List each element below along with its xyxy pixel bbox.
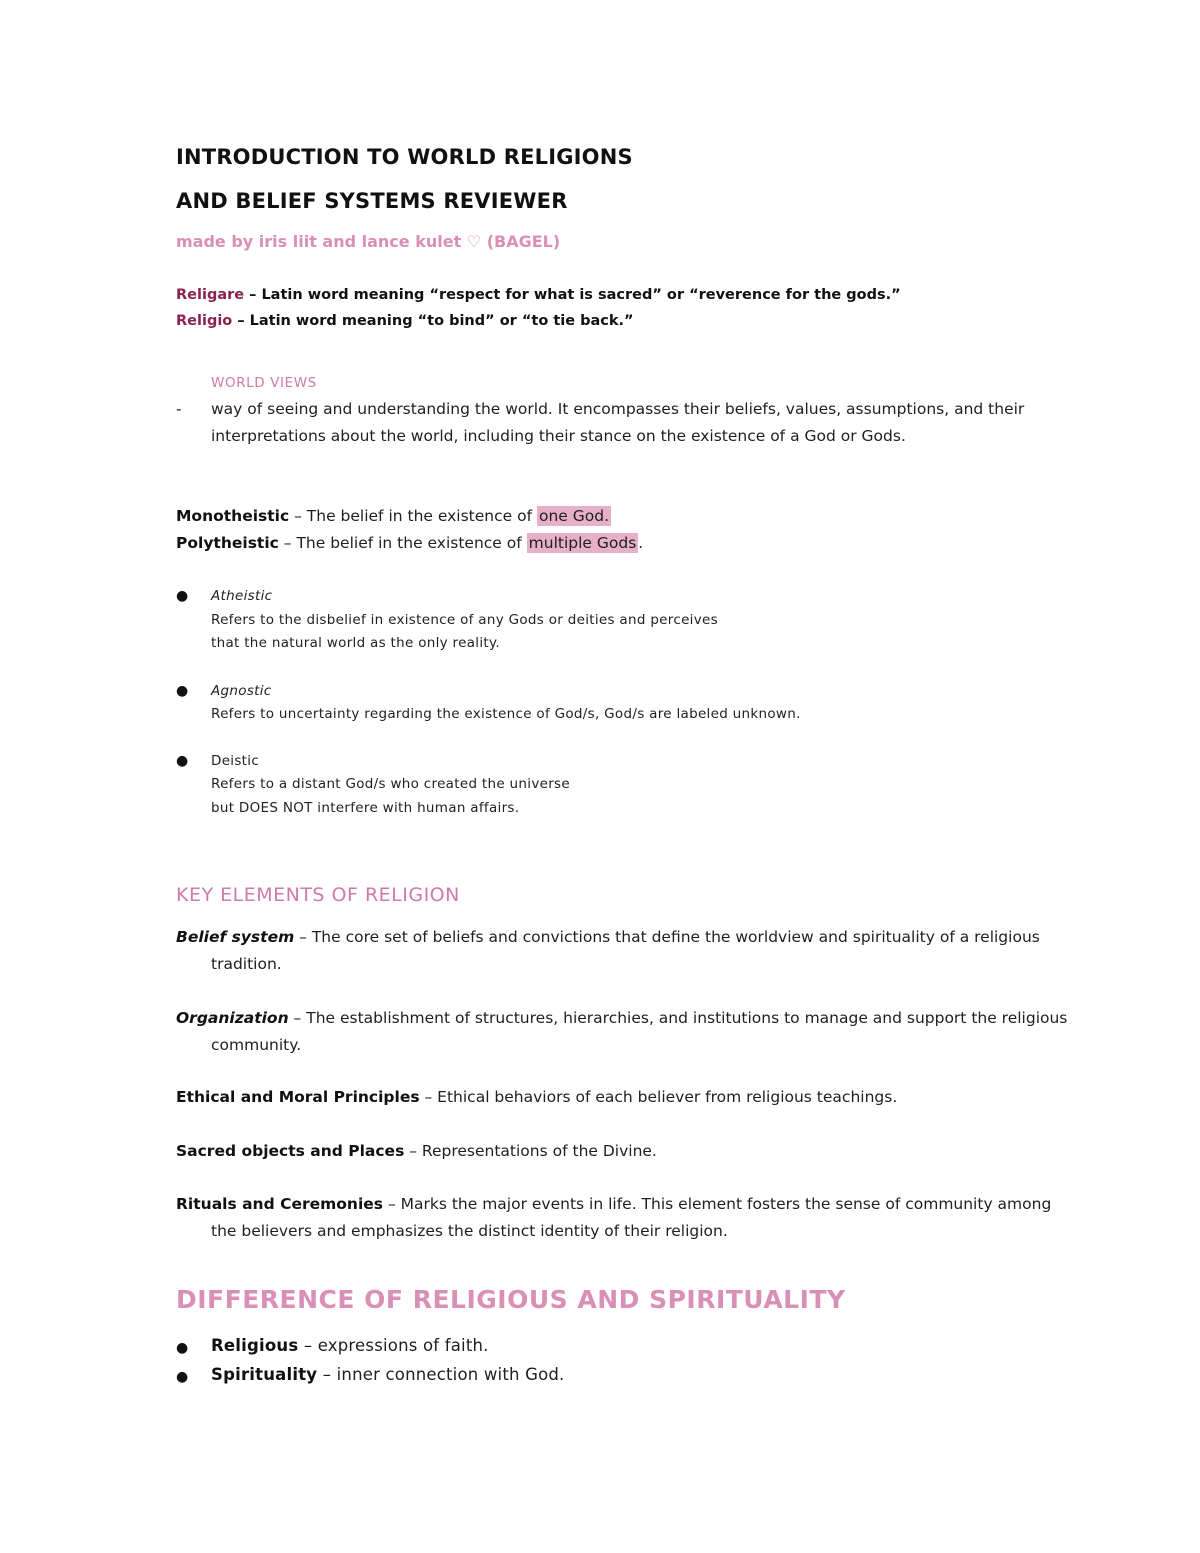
- key-element-line-1: [176, 1142, 657, 1160]
- difference-term: Spirituality: [211, 1365, 318, 1384]
- polytheistic-definition: [176, 534, 643, 552]
- credit-line: made by iris liit and lance kulet ♡ (BAGEL): [176, 232, 561, 251]
- key-elements-heading: KEY ELEMENTS OF RELIGION: [176, 884, 460, 906]
- world-views-dash: -: [176, 400, 182, 418]
- key-element-term: Organization: [176, 1009, 289, 1027]
- key-element-term: Sacred objects and Places: [176, 1142, 405, 1160]
- view-name: Deistic: [211, 753, 260, 769]
- bullet-icon: ●: [176, 753, 189, 769]
- view-line-2: that the natural world as the only reality.: [211, 635, 500, 651]
- difference-term: Religious: [211, 1336, 299, 1355]
- key-element-text: – Marks the major events in life. This element fosters the sense of community among: [383, 1195, 1052, 1213]
- view-line-1: Refers to a distant God/s who created the universe: [211, 776, 570, 792]
- key-element-line-1: [176, 928, 1040, 946]
- world-views-line-2: interpretations about the world, including their stance on the existence of a God or Gods.: [211, 427, 906, 445]
- bullet-icon: ●: [176, 588, 189, 604]
- difference-item: [211, 1365, 565, 1384]
- etymology-term: Religio: [176, 313, 233, 329]
- view-name: Agnostic: [211, 683, 272, 699]
- etymology-definition: – Latin word meaning “respect for what is sacred” or “reverence for the gods.”: [244, 287, 901, 303]
- etymology-religare: [176, 287, 901, 303]
- key-element-term: Rituals and Ceremonies: [176, 1195, 384, 1213]
- etymology-term: Religare: [176, 287, 245, 303]
- title-line-1: INTRODUCTION TO WORLD RELIGIONS: [176, 145, 633, 169]
- key-element-line-1: [176, 1195, 1051, 1213]
- key-element-term: Ethical and Moral Principles: [176, 1088, 420, 1106]
- monotheistic-definition: [176, 507, 611, 525]
- key-element-text: – The core set of beliefs and convictions that define the worldview and spirituality of a religious: [294, 928, 1040, 946]
- theism-highlight: multiple Gods: [528, 534, 637, 552]
- title-line-2: AND BELIEF SYSTEMS REVIEWER: [176, 189, 568, 213]
- view-line-2: but DOES NOT interfere with human affairs.: [211, 800, 520, 816]
- difference-text: – expressions of faith.: [298, 1336, 489, 1355]
- bullet-icon: ●: [176, 683, 189, 699]
- difference-item: [211, 1336, 489, 1355]
- theism-text: – The belief in the existence of: [289, 507, 537, 525]
- view-line-1: Refers to the disbelief in existence of any Gods or deities and perceives: [211, 612, 718, 628]
- difference-heading: DIFFERENCE OF RELIGIOUS AND SPIRITUALITY: [176, 1285, 846, 1314]
- bullet-icon: ●: [176, 1369, 189, 1385]
- theism-highlight: one God.: [538, 507, 609, 525]
- theism-text: – The belief in the existence of: [278, 534, 527, 552]
- world-views-heading: WORLD VIEWS: [211, 375, 317, 391]
- key-element-term: Belief system: [176, 928, 295, 946]
- key-element-line-2: the believers and emphasizes the distinct identity of their religion.: [211, 1222, 728, 1240]
- view-line-1: Refers to uncertainty regarding the existence of God/s, God/s are labeled unknown.: [211, 706, 801, 722]
- key-element-line-2: tradition.: [211, 955, 282, 973]
- theism-term: Monotheistic: [176, 507, 290, 525]
- world-views-line-1: way of seeing and understanding the world. It encompasses their beliefs, values, assumptions, and their: [211, 400, 1025, 418]
- key-element-text: – Ethical behaviors of each believer from religious teachings.: [419, 1088, 898, 1106]
- theism-term: Polytheistic: [176, 534, 279, 552]
- bullet-icon: ●: [176, 1340, 189, 1356]
- key-element-text: – The establishment of structures, hierarchies, and institutions to manage and support the religious: [288, 1009, 1068, 1027]
- key-element-text: – Representations of the Divine.: [404, 1142, 657, 1160]
- theism-after: .: [638, 534, 644, 552]
- key-element-line-1: [176, 1009, 1067, 1027]
- view-name: Atheistic: [211, 588, 273, 604]
- etymology-definition: – Latin word meaning “to bind” or “to tie back.”: [232, 313, 634, 329]
- etymology-religio: [176, 313, 634, 329]
- key-element-line-2: community.: [211, 1036, 302, 1054]
- key-element-line-1: [176, 1088, 897, 1106]
- difference-text: – inner connection with God.: [317, 1365, 565, 1384]
